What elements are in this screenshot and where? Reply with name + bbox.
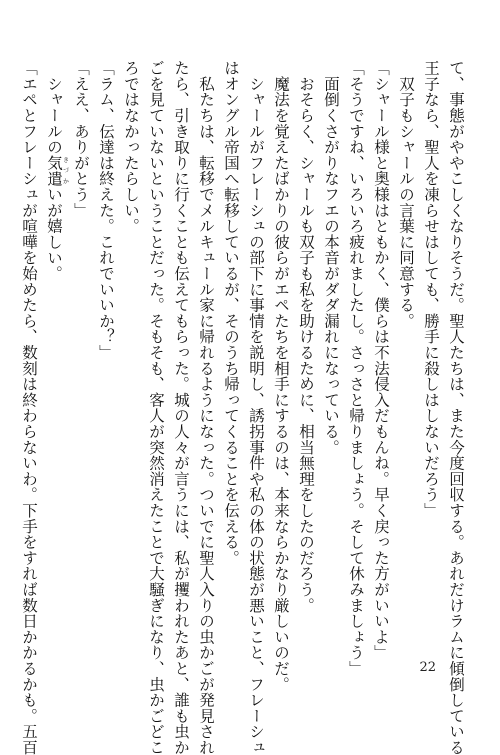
text-line-11: 私たちは、転移でメルキュール家に帰れるようになった。ついでに聖人入りの虫かごが発見され <box>197 60 215 755</box>
text-line-17-content: シャールの気遣きづかいが嬉しい。 <box>45 60 69 282</box>
text-line-8: 魔法を覚えたばかりの彼らがエペたちを相手にするのは、本来ならかなり厳しいのだ。 <box>272 60 290 692</box>
text-line-16: 「ええ、ありがとう」 <box>72 60 90 218</box>
ruby-annotation: 気遣きづか <box>45 154 69 187</box>
text-line-14: ろではなかったらしい。 <box>122 60 140 234</box>
ruby-reading: きづか <box>61 154 69 187</box>
text-line-10: はオングル帝国へ転移しているが、そのうち帰ってくることを伝える。 <box>222 60 240 566</box>
text-line-12: たら、引き取りに行くことも伝えてもらった。城の人々が言うには、私が攫われたあと、誰も虫か <box>172 60 190 755</box>
text-line-18: 「エペとフレーシュが喧嘩を始めたら、数刻は終わらないわ。下手をすれば数日かかるかも。五百 <box>20 60 38 755</box>
page-number: 22 <box>419 660 436 675</box>
text-line-7: おそらく、シャールも双子も私を助けるために、相当無理をしたのだろう。 <box>297 60 315 613</box>
text-line-15: 「ラム、伝達は終えた。これでいいか？」 <box>97 60 115 361</box>
text-line-13: ごを見ていないということだった。そもそも、客人が突然消えたことで大騒ぎになり、虫かごどこ <box>147 60 165 755</box>
text-line-6: 面倒くさがりなフエの本音がダダ漏れになっている。 <box>322 60 340 455</box>
text-line-3: 双子もシャールの言葉に同意する。 <box>397 60 415 329</box>
text-line-5: 「そうですね、いろいろ疲れましたし。さっさと帰りましょう。そして休みましょう」 <box>347 60 365 677</box>
text-line-1: て、事態がややこしくなりそうだ。聖人たちは、また今度回収する。あれだけラムに傾倒している <box>447 60 465 755</box>
text-line-17 <box>41 60 68 620</box>
text-line-4: 「シャール様と奥様はともかく、僕らは不法侵入だもんね。早く戻った方がいいよ」 <box>372 60 390 661</box>
text-line-2: 王子なら、聖人を凍らせはしても、勝手に殺しはしないだろう」 <box>422 60 440 519</box>
text-line-9: シャールがフレーシュの部下に事情を説明し、誘拐事件や私の体の状態が悪いこと、フレーシュ <box>247 60 265 755</box>
